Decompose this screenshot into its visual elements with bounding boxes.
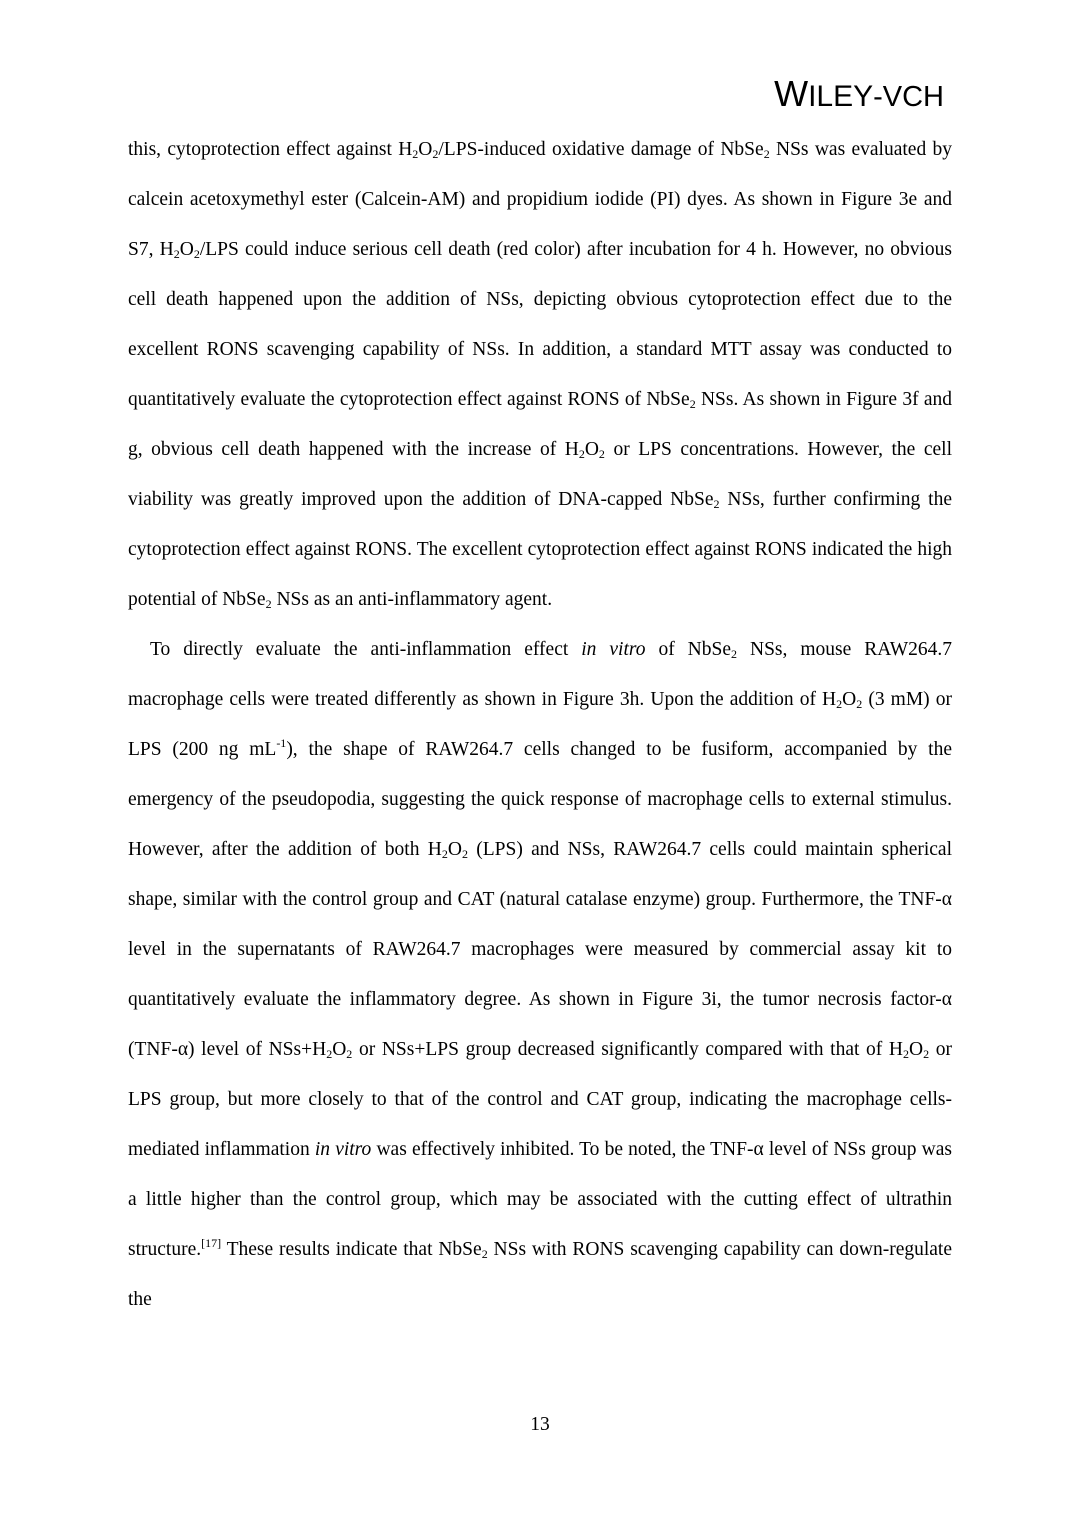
text-run: To directly evaluate the anti-inflammation effect bbox=[150, 639, 582, 660]
citation-superscript: [17] bbox=[201, 1236, 222, 1250]
subscript: 2 bbox=[923, 1047, 930, 1061]
logo-part: -VCH bbox=[873, 81, 944, 113]
text-run: this, cytoprotection effect against H bbox=[128, 139, 413, 160]
text-run: NSs with RONS scavenging capability can down-regulate the bbox=[128, 1239, 952, 1310]
text-run: (3 mM) or LPS (200 ng mL bbox=[128, 689, 952, 760]
text-run: or LPS concentrations. However, the cell viability was greatly improved upon the addition of DNA-capped NbSe bbox=[128, 439, 952, 510]
text-run: O bbox=[179, 239, 194, 260]
text-run: of NbSe bbox=[645, 639, 732, 660]
subscript: 2 bbox=[731, 647, 738, 661]
logo-part: W bbox=[774, 73, 809, 114]
subscript: 2 bbox=[432, 147, 439, 161]
text-run: was effectively inhibited. To be noted, the TNF-α level of NSs group was a little higher than the control group, which may be associated with the cutting effect of ultrathin structure. bbox=[128, 1139, 952, 1260]
text-run: NSs, mouse RAW264.7 macrophage cells were treated differently as shown in Figure 3h. Upon the addition of H bbox=[128, 639, 953, 710]
subscript: 2 bbox=[441, 847, 448, 861]
text-run: O bbox=[332, 1039, 347, 1060]
text-run: /LPS-induced oxidative damage of NbSe bbox=[438, 139, 764, 160]
subscript: 2 bbox=[689, 397, 696, 411]
subscript: 2 bbox=[903, 1047, 910, 1061]
text-run: NSs. As shown in Figure 3f and g, obvious cell death happened with the increase of H bbox=[128, 389, 952, 460]
subscript: 2 bbox=[763, 147, 770, 161]
text-run: O bbox=[909, 1039, 924, 1060]
logo-part: ILEY bbox=[808, 80, 874, 113]
subscript: 2 bbox=[598, 447, 605, 461]
italic-text: in vitro bbox=[314, 1139, 372, 1160]
subscript: 2 bbox=[578, 447, 585, 461]
subscript: 2 bbox=[481, 1247, 488, 1261]
text-run: /LPS could induce serious cell death (red color) after incubation for 4 h. However, no obvious cell death happened upon the addition of NSs, depicting obvious cytoprotection effect due to the excellent RONS scavenging capability of NSs. In addition, a standard MTT assay was conducted to quantitatively evaluate the cytoprotection effect against RONS of NbSe bbox=[128, 239, 952, 410]
subscript: 2 bbox=[412, 147, 419, 161]
paragraph-anti-inflammation bbox=[128, 625, 952, 1325]
subscript: 2 bbox=[346, 1047, 353, 1061]
wiley-vch-logo bbox=[774, 73, 944, 114]
paragraph-cytoprotection bbox=[128, 125, 952, 625]
subscript: 2 bbox=[713, 497, 720, 511]
subscript: 2 bbox=[265, 597, 272, 611]
subscript: 2 bbox=[856, 697, 863, 711]
text-run: O bbox=[418, 139, 433, 160]
subscript: 2 bbox=[836, 697, 843, 711]
subscript: 2 bbox=[193, 247, 200, 261]
page-number: 13 bbox=[530, 1414, 550, 1435]
text-run: NSs as an anti-inflammatory agent. bbox=[271, 589, 553, 610]
text-run: or NSs+LPS group decreased significantly compared with that of H bbox=[352, 1039, 904, 1060]
body-text bbox=[128, 125, 952, 1325]
text-run: These results indicate that NbSe bbox=[221, 1239, 482, 1260]
text-run: NSs was evaluated by calcein acetoxymethyl ester (Calcein-AM) and propidium iodide (PI) dyes. As shown in Figure 3e and S7, H bbox=[128, 139, 953, 260]
superscript: -1 bbox=[276, 736, 287, 750]
subscript: 2 bbox=[173, 247, 180, 261]
subscript: 2 bbox=[326, 1047, 333, 1061]
italic-text: in vitro bbox=[581, 639, 646, 660]
text-run: O bbox=[447, 839, 462, 860]
text-run: O bbox=[842, 689, 857, 710]
text-run: (LPS) and NSs, RAW264.7 cells could maintain spherical shape, similar with the control group and CAT (natural catalase enzyme) group. Furthermore, the TNF-α level in the supernatants of RAW264.7 macrophages were measured by commercial assay kit to quantitatively evaluate the inflammatory degree. As shown in Figure 3i, the tumor necrosis factor-α (TNF-α) level of NSs+H bbox=[128, 839, 952, 1060]
text-run: ), the shape of RAW264.7 cells changed to be fusiform, accompanied by the emergency of the pseudopodia, suggesting the quick response of macrophage cells to external stimulus. However, after the addition of both H bbox=[128, 739, 952, 860]
text-run: or LPS group, but more closely to that of the control and CAT group, indicating the macrophage cells-mediated inflammation bbox=[128, 1039, 952, 1160]
text-run: NSs, further confirming the cytoprotection effect against RONS. The excellent cytoprotection effect against RONS indicated the high potential of NbSe bbox=[128, 489, 952, 610]
subscript: 2 bbox=[461, 847, 468, 861]
text-run: O bbox=[584, 439, 599, 460]
